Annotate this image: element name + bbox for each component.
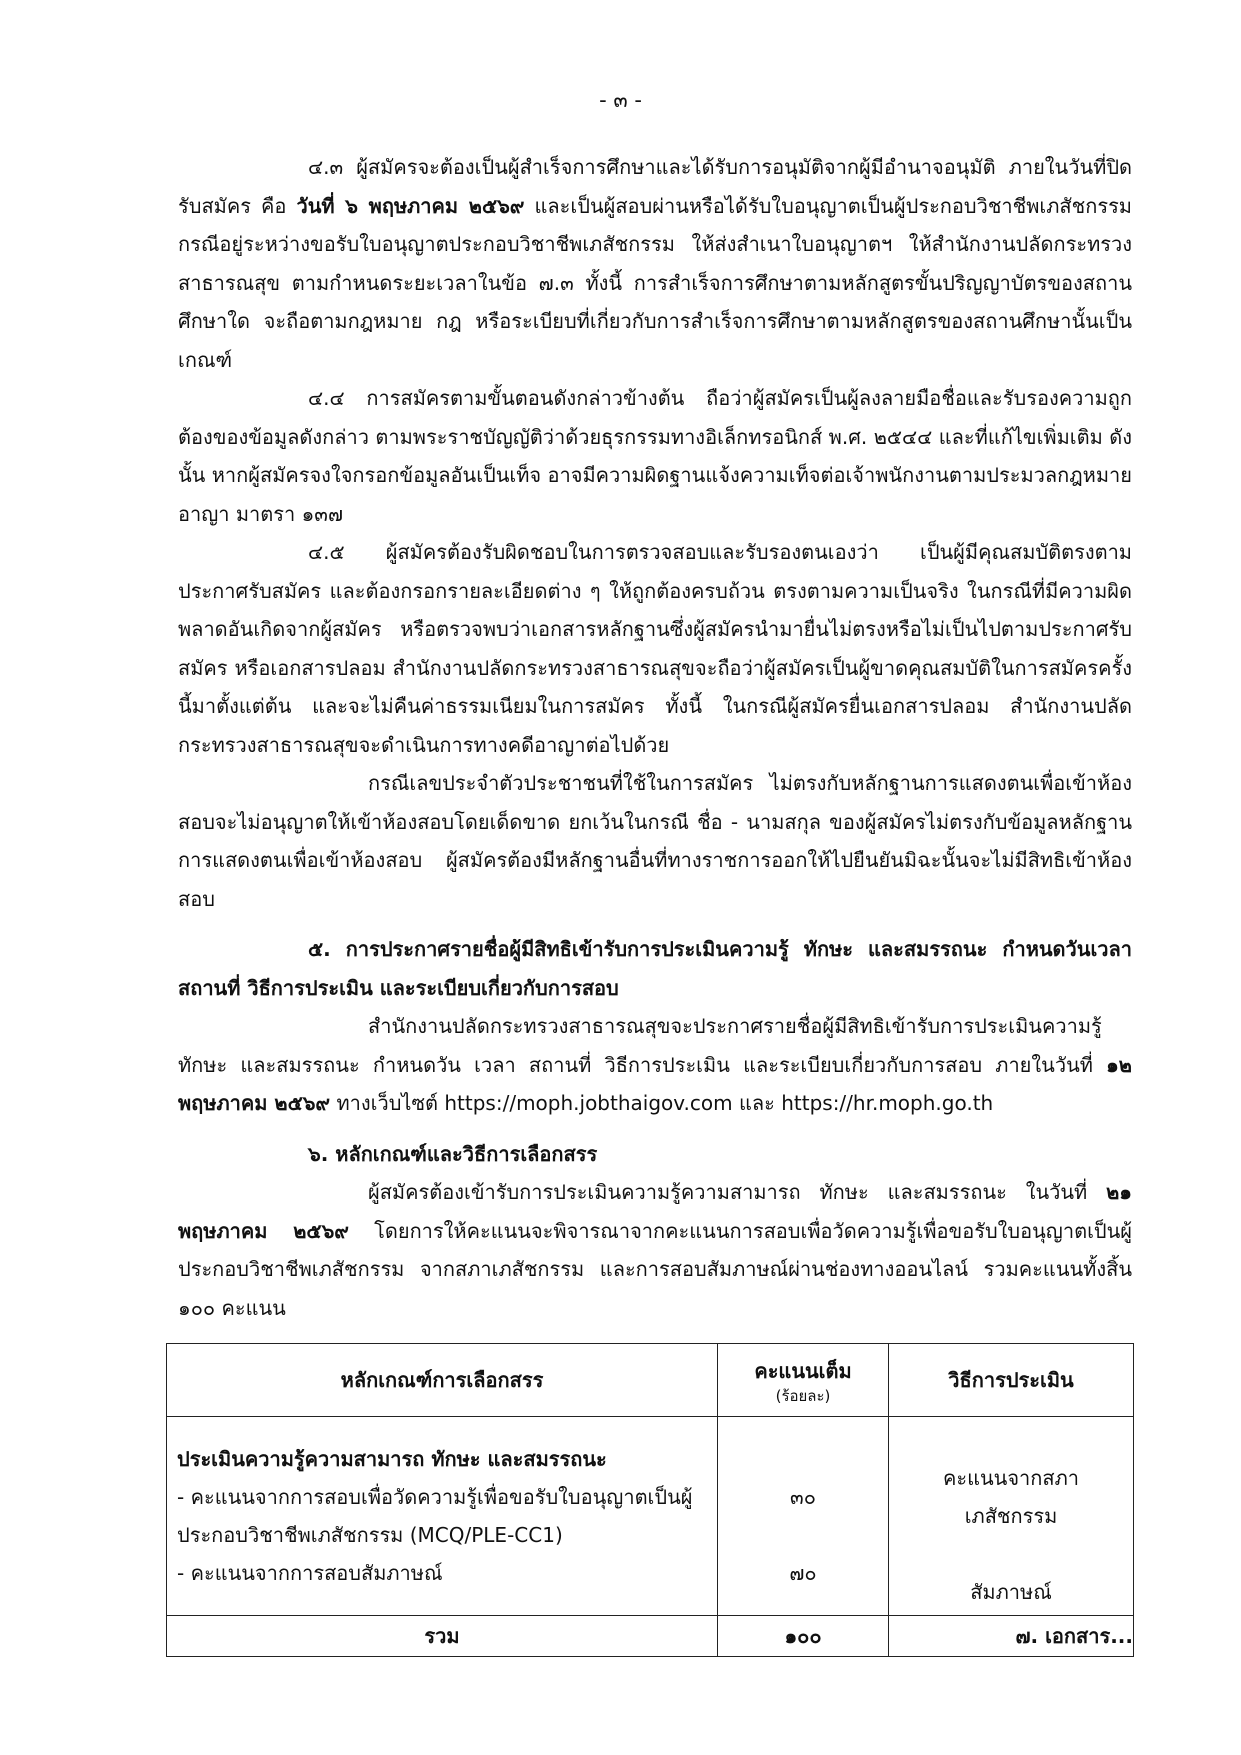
total-score: ๑๐๐ [718, 1616, 889, 1657]
score-cell [718, 1417, 889, 1616]
section-5-text: สำนักงานปลัดกระทรวงสาธารณสุขจะประกาศรายชื่อผู้มีสิทธิเข้ารับการประเมินความรู้ทักษะ และสมรรถนะ กำหนดวัน เวลา สถานที่ วิธีการประเมิน และระเบียบเกี่ยวกับการสอบ ภายในวันที่ [178, 1014, 1102, 1077]
method-item-2: สัมภาษณ์ [970, 1580, 1052, 1604]
header-criteria: หลักเกณฑ์การเลือกสรร [167, 1344, 718, 1417]
page-number: - ๓ - [599, 88, 642, 112]
criteria-group-title: ประเมินความรู้ความสามารถ ทักษะ และสมรรถนะ [177, 1447, 607, 1471]
paragraph-4-3-rest: และเป็นผู้สอบผ่านหรือได้รับใบอนุญาตเป็นผู้ประกอบวิชาชีพเภสัชกรรม กรณีอยู่ระหว่างขอรับใบอนุญาตประกอบวิชาชีพเภสัชกรรม ให้ส่งสำเนาใบอนุญาตฯ ให้สำนักงานปลัดกระทรวงสาธารณสุข ตามกำหนดระยะเวลาในข้อ ๗.๓ ทั้งนี้ การสำเร็จการศึกษาตามหลักสูตรขั้นปริญญาบัตรของสถานศึกษาใด จะถือตามกฎหมาย กฎ หรือระเบียบที่เกี่ยวกับการสำเร็จการศึกษาตามหลักสูตรของสถานศึกษานั้นเป็นเกณฑ์ [178, 193, 1132, 372]
criteria-item-2: - คะแนนจากการสอบสัมภาษณ์ [177, 1561, 443, 1585]
paragraph-4-4: ๔.๔ การสมัครตามขั้นตอนดังกล่าวข้างต้น ถือว่าผู้สมัครเป็นผู้ลงลายมือชื่อและรับรองความถูกต้องของข้อมูลดังกล่าว ตามพระราชบัญญัติว่าด้วยธุรกรรมทางอิเล็กทรอนิกส์ พ.ศ. ๒๕๔๔ และที่แก้ไขเพิ่มเติม ดังนั้น หากผู้สมัครจงใจกรอกข้อมูลอันเป็นเท็จ อาจมีความผิดฐานแจ้งความเท็จต่อเจ้าพนักงานตามประมวลกฎหมายอาญา มาตรา ๑๓๗ [178, 386, 1132, 526]
section-5-websites: ทางเว็บไซต์ https://moph.jobthaigov.com และ https://hr.moph.go.th [336, 1091, 994, 1115]
section-5-body [178, 1007, 1132, 1123]
score-item-1: ๓๐ [790, 1485, 816, 1509]
section-6-body [178, 1173, 1132, 1327]
continuation-marker: ๗. เอกสาร... [1015, 1624, 1133, 1648]
deadline-date: วันที่ ๖ พฤษภาคม ๒๕๖๙ [296, 193, 525, 218]
header-method: วิธีการประเมิน [889, 1344, 1134, 1417]
criteria-item-1: - คะแนนจากการสอบเพื่อวัดความรู้เพื่อขอรับใบอนุญาตเป็นผู้ประกอบวิชาชีพเภสัชกรรม (MCQ/PLE-CC1) [177, 1485, 693, 1547]
selection-criteria-table [166, 1343, 1134, 1657]
criteria-cell [167, 1417, 718, 1616]
score-item-2: ๗๐ [789, 1561, 817, 1585]
header-score-label: คะแนนเต็ม [754, 1359, 852, 1383]
method-item-1: คะแนนจากสภาเภสัชกรรม [942, 1466, 1080, 1528]
paragraph-id-card: กรณีเลขประจำตัวประชาชนที่ใช้ในการสมัคร ไม่ตรงกับหลักฐานการแสดงตนเพื่อเข้าห้องสอบจะไม่อนุญาตให้เข้าห้องสอบโดยเด็ดขาด ยกเว้นในกรณี ชื่อ - นามสกุล ของผู้สมัครไม่ตรงกับข้อมูลหลักฐานการแสดงตนเพื่อเข้าห้องสอบ ผู้สมัครต้องมีหลักฐานอื่นที่ทางราชการออกให้ไปยืนยันมิฉะนั้นจะไม่มีสิทธิเข้าห้องสอบ [178, 771, 1132, 911]
paragraph-4-3 [178, 148, 1132, 379]
section-6-rest: โดยการให้คะแนนจะพิจารณาจากคะแนนการสอบเพื่อวัดความรู้เพื่อขอรับใบอนุญาตเป็นผู้ประกอบวิชาชีพเภสัชกรรม จากสภาเภสัชกรรม และการสอบสัมภาษณ์ผ่านช่องทางออนไลน์ รวมคะแนนทั้งสิ้น ๑๐๐ คะแนน [178, 1218, 1132, 1320]
section-6-text: ผู้สมัครต้องเข้ารับการประเมินความรู้ความสามารถ ทักษะ และสมรรถนะ ในวันที่ [368, 1180, 1088, 1204]
header-score [718, 1344, 889, 1417]
announce-date: ๑๒ พฤษภาคม ๒๕๖๙ [178, 1052, 1132, 1115]
method-cell [889, 1417, 1134, 1616]
paragraph-4-5: ๔.๕ ผู้สมัครต้องรับผิดชอบในการตรวจสอบและรับรองตนเองว่า เป็นผู้มีคุณสมบัติตรงตามประกาศรับสมัคร และต้องกรอกรายละเอียดต่าง ๆ ให้ถูกต้องครบถ้วน ตรงตามความเป็นจริง ในกรณีที่มีความผิดพลาดอันเกิดจากผู้สมัคร หรือตรวจพบว่าเอกสารหลักฐานซึ่งผู้สมัครนำมายื่นไม่ตรงหรือไม่เป็นไปตามประกาศรับสมัคร หรือเอกสารปลอม สำนักงานปลัดกระทรวงสาธารณสุขจะถือว่าผู้สมัครเป็นผู้ขาดคุณสมบัติในการสมัครครั้งนี้มาตั้งแต่ต้น และจะไม่คืนค่าธรรมเนียมในการสมัคร ทั้งนี้ ในกรณีผู้สมัครยื่นเอกสารปลอม สำนักงานปลัดกระทรวงสาธารณสุขจะดำเนินการทางคดีอาญาต่อไปด้วย [178, 540, 1132, 757]
header-score-unit: (ร้อยละ) [775, 1387, 831, 1405]
paragraph-4-3-text: ๔.๓ ผู้สมัครจะต้องเป็นผู้สำเร็จการศึกษาและได้รับการอนุมัติจากผู้มีอำนาจอนุมัติ ภายในวันที่ปิดรับสมัคร คือ [178, 155, 1132, 218]
document-body [178, 148, 1132, 1657]
table-total-row [167, 1616, 1134, 1657]
table-row [167, 1417, 1134, 1616]
total-label: รวม [167, 1616, 718, 1657]
table-header-row [167, 1344, 1134, 1417]
exam-date: ๒๑ พฤษภาคม ๒๕๖๙ [178, 1180, 1133, 1243]
section-5-title: ๕. การประกาศรายชื่อผู้มีสิทธิเข้ารับการประเมินความรู้ ทักษะ และสมรรถนะ กำหนดวันเวลา สถานที่ วิธีการประเมิน และระเบียบเกี่ยวกับการสอบ [178, 937, 1132, 1000]
section-6-title: ๖. หลักเกณฑ์และวิธีการเลือกสรร [308, 1141, 598, 1166]
